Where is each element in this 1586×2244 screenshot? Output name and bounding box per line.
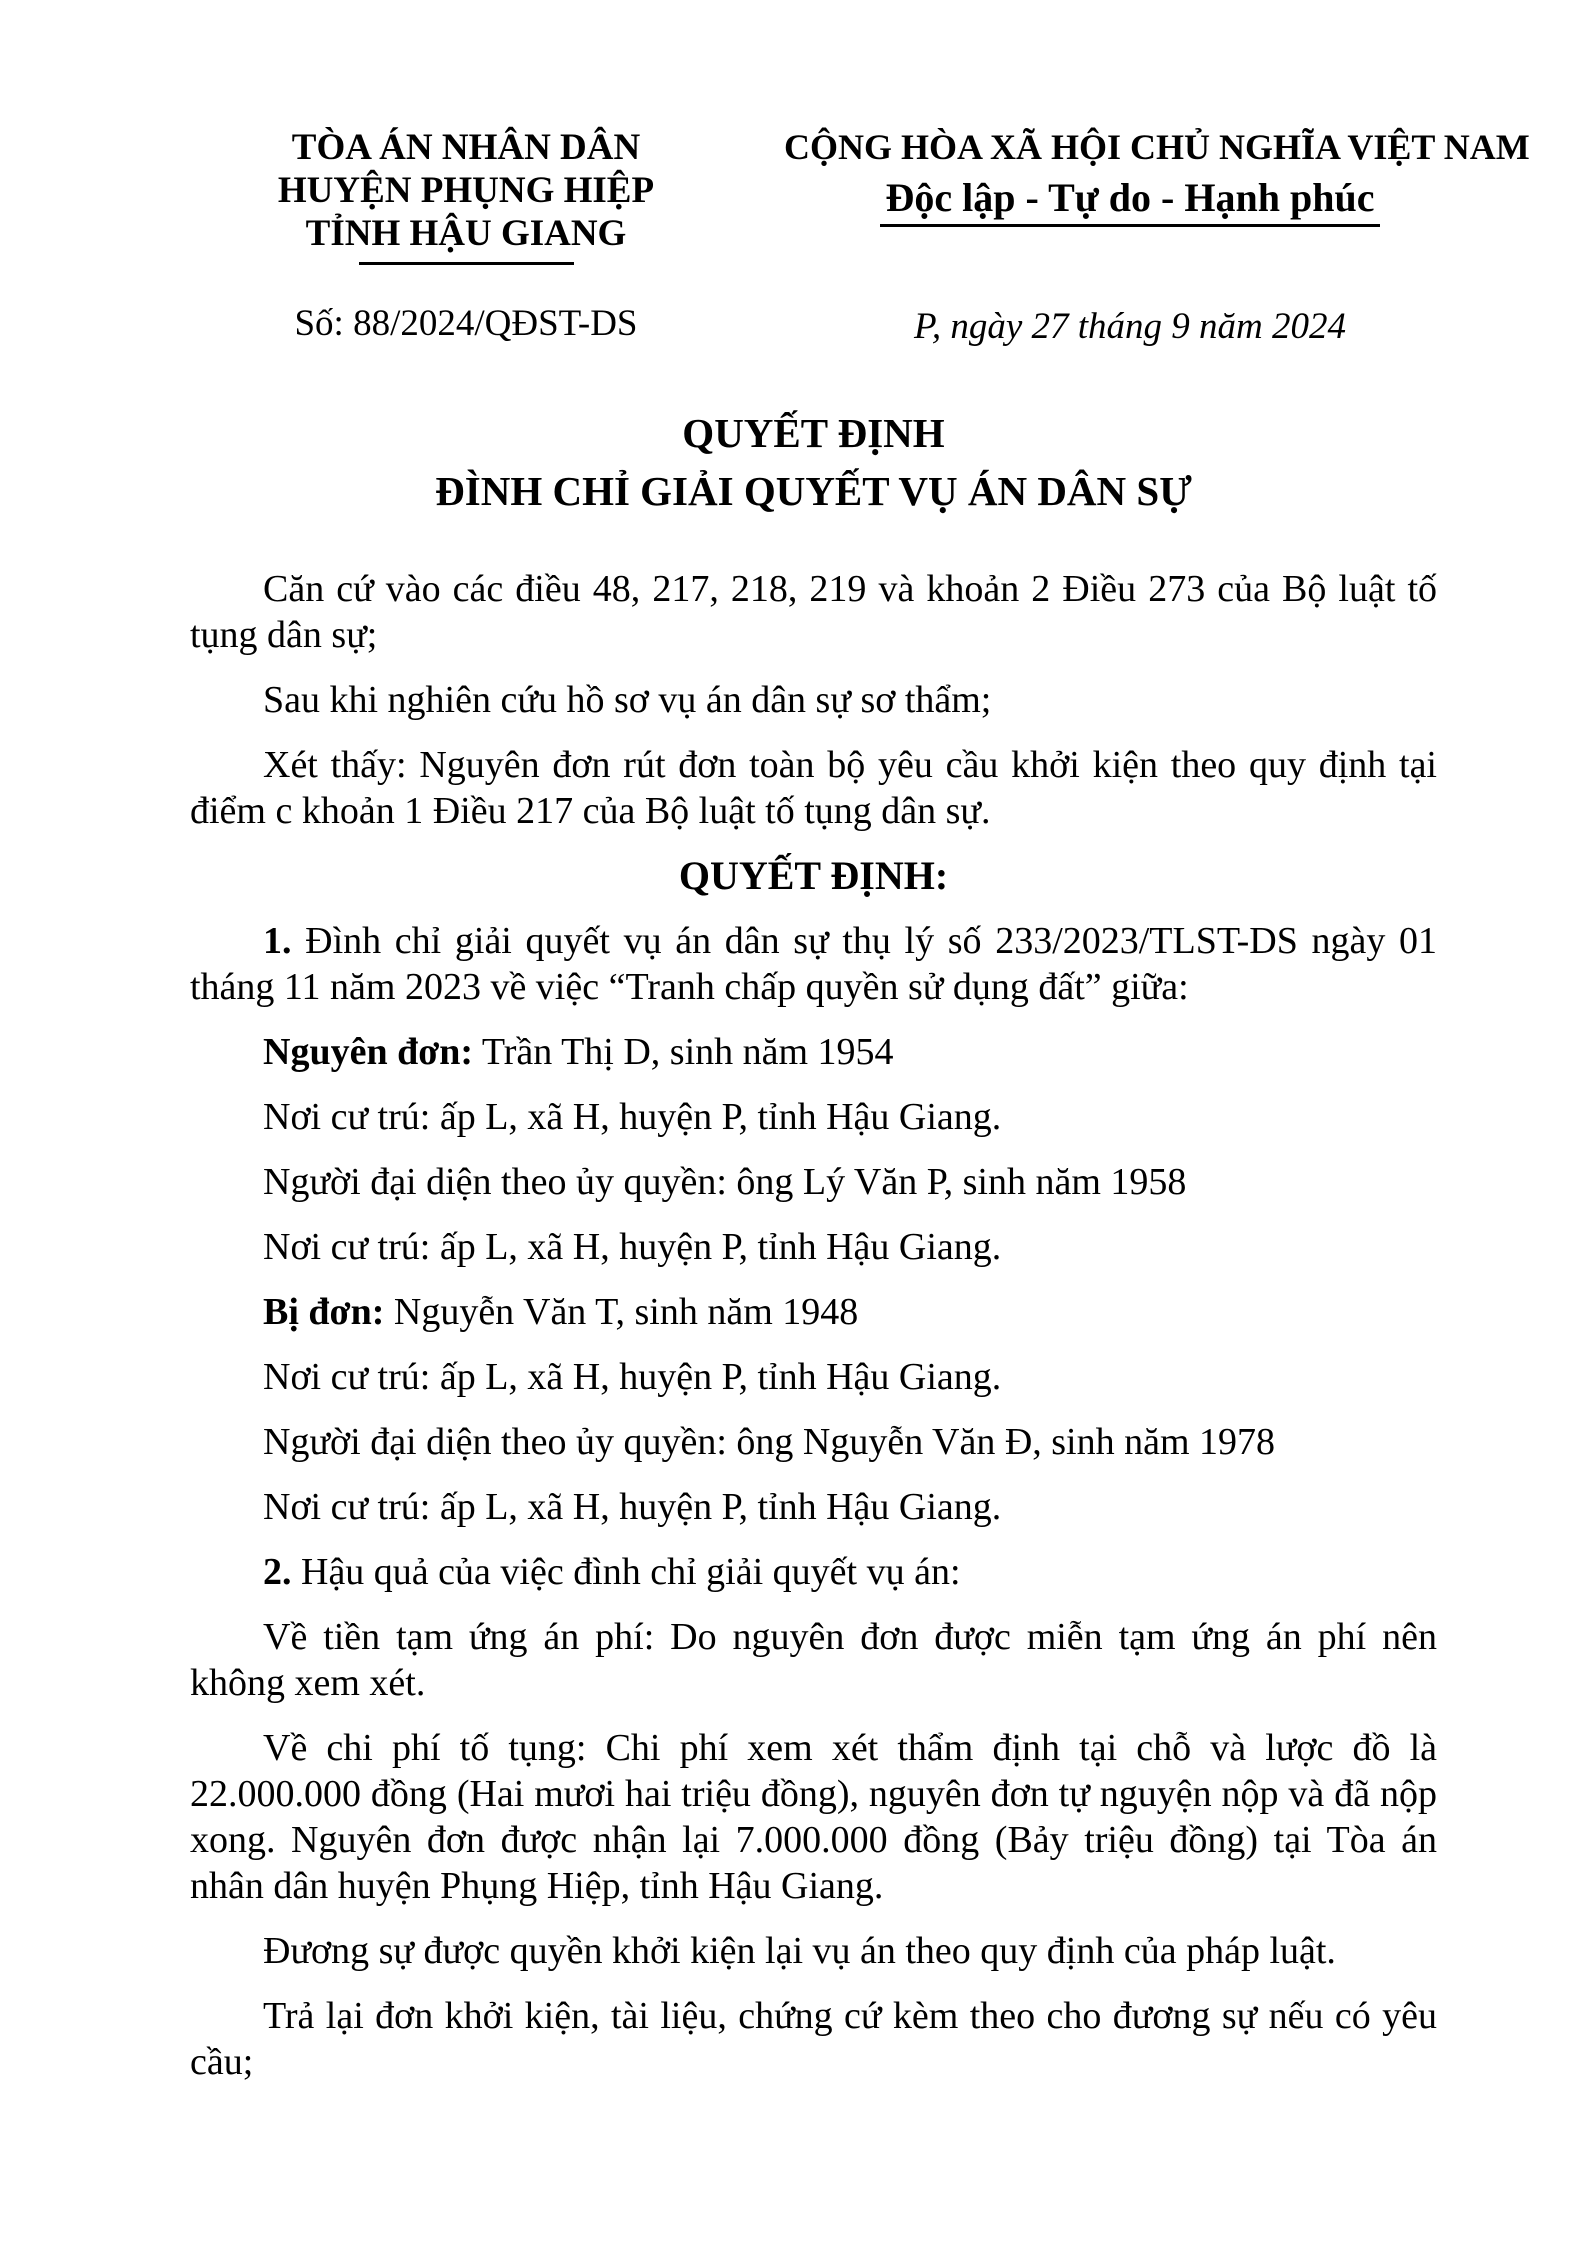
paragraph-procedural-costs: Về chi phí tố tụng: Chi phí xem xét thẩm định tại chỗ và lược đồ là 22.000.000 đồng (Hai mươi hai triệu đồng), nguyên đơn tự nguyện nộp và đã nộp xong. Nguyên đơn được nhận lại 7.000.000 đồng (Bảy triệu đồng) tại Tòa án nhân dân huyện Phụng Hiệp, tỉnh Hậu Giang. — [190, 1727, 1437, 1907]
document-title-line-1: QUYẾT ĐỊNH — [682, 410, 945, 456]
defendant-label: Bị đơn: — [263, 1291, 385, 1333]
paragraph-plaintiff-residence: Nơi cư trú: ấp L, xã H, huyện P, tỉnh Hậu Giang. — [263, 1096, 1002, 1138]
paragraph-legal-basis: Căn cứ vào các điều 48, 217, 218, 219 và khoản 2 Điều 273 của Bộ luật tố tụng dân sự; — [190, 568, 1437, 656]
document-number: Số: 88/2024/QĐST-DS — [294, 303, 638, 344]
national-motto-block — [784, 126, 1530, 348]
authority-line-3: TỈNH HẬU GIANG — [305, 213, 627, 254]
item-1-number: 1. — [263, 920, 292, 962]
paragraph-court-fee: Về tiền tạm ứng án phí: Do nguyên đơn được miễn tạm ứng án phí nên không xem xét. — [190, 1616, 1437, 1704]
paragraph-return-documents: Trả lại đơn khởi kiện, tài liệu, chứng cứ kèm theo cho đương sự nếu có yêu cầu; — [190, 1995, 1437, 2083]
document-title-line-2: ĐÌNH CHỈ GIẢI QUYẾT VỤ ÁN DÂN SỰ — [435, 468, 1192, 514]
paragraph-plaintiff — [190, 1029, 1437, 1075]
paragraph-plaintiff-representative-residence: Nơi cư trú: ấp L, xã H, huyện P, tỉnh Hậu Giang. — [263, 1226, 1002, 1268]
item-2-text: Hậu quả của việc đình chỉ giải quyết vụ án: — [291, 1551, 961, 1593]
authority-underline-rule — [359, 262, 574, 265]
paragraph-case-review: Sau khi nghiên cứu hồ sơ vụ án dân sự sơ thẩm; — [263, 679, 992, 721]
paragraph-decision-item-1 — [190, 918, 1437, 1010]
paragraph-defendant — [190, 1289, 1437, 1335]
national-title: CỘNG HÒA XÃ HỘI CHỦ NGHĨA VIỆT NAM — [784, 127, 1530, 167]
paragraph-right-to-refile: Đương sự được quyền khởi kiện lại vụ án theo quy định của pháp luật. — [263, 1930, 1336, 1972]
document-title — [0, 404, 1586, 520]
plaintiff-label: Nguyên đơn: — [263, 1031, 474, 1073]
paragraph-plaintiff-representative: Người đại diện theo ủy quyền: ông Lý Văn P, sinh năm 1958 — [263, 1161, 1187, 1203]
plaintiff-name: Trần Thị D, sinh năm 1954 — [473, 1031, 894, 1073]
national-motto-wrap — [784, 174, 1476, 232]
national-motto: Độc lập - Tự do - Hạnh phúc — [880, 174, 1381, 227]
document-header — [0, 0, 1586, 348]
issuing-authority-block — [190, 126, 742, 348]
item-1-text: Đình chỉ giải quyết vụ án dân sự thụ lý số 233/2023/TLST-DS ngày 01 tháng 11 năm 2023 về việc “Tranh chấp quyền sử dụng đất” giữa: — [190, 920, 1437, 1008]
paragraph-defendant-residence: Nơi cư trú: ấp L, xã H, huyện P, tỉnh Hậu Giang. — [263, 1356, 1002, 1398]
authority-line-1: TÒA ÁN NHÂN DÂN — [291, 127, 641, 168]
document-body — [0, 566, 1586, 2085]
paragraph-defendant-representative: Người đại diện theo ủy quyền: ông Nguyễn Văn Đ, sinh năm 1978 — [263, 1421, 1276, 1463]
place-date-line: P, ngày 27 tháng 9 năm 2024 — [913, 306, 1346, 347]
authority-line-2: HUYỆN PHỤNG HIỆP — [277, 170, 655, 211]
paragraph-findings: Xét thấy: Nguyên đơn rút đơn toàn bộ yêu cầu khởi kiện theo quy định tại điểm c khoản 1 Điều 217 của Bộ luật tố tụng dân sự. — [190, 744, 1437, 832]
paragraph-decision-item-2 — [190, 1549, 1437, 1595]
item-2-number: 2. — [263, 1551, 292, 1593]
paragraph-defendant-representative-residence: Nơi cư trú: ấp L, xã H, huyện P, tỉnh Hậu Giang. — [263, 1486, 1002, 1528]
decision-section-heading: QUYẾT ĐỊNH: — [678, 853, 949, 898]
defendant-name: Nguyễn Văn T, sinh năm 1948 — [384, 1291, 859, 1333]
